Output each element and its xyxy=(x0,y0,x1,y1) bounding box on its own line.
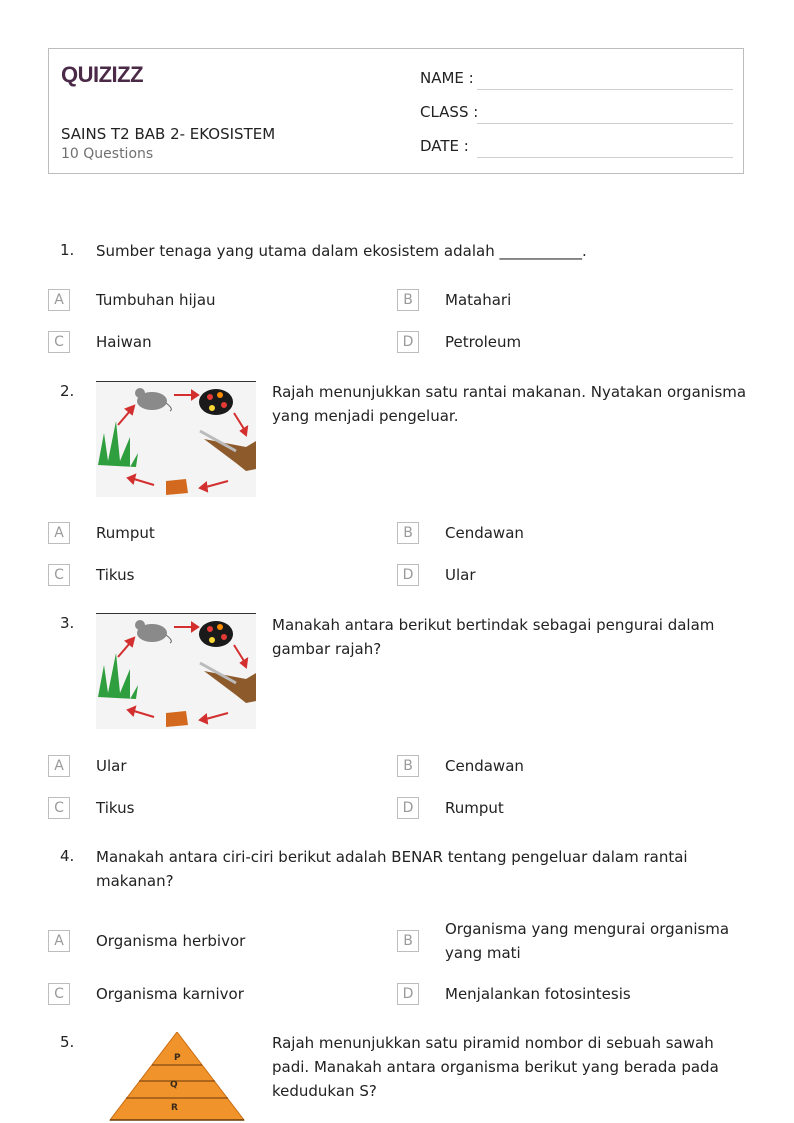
question-text: Rajah menunjukkan satu piramid nombor di sebuah sawah padi. Manakah antara organisma berikut yang berada pada kedudukan S? xyxy=(272,1034,719,1100)
option-a-text: Ular xyxy=(96,757,127,775)
question-text: Sumber tenaga yang utama dalam ekosistem adalah ___________. xyxy=(96,242,587,260)
food-chain-image xyxy=(96,613,256,729)
worksheet-title: SAINS T2 BAB 2- EKOSISTEM xyxy=(61,125,276,143)
name-label: NAME : xyxy=(420,69,474,87)
question-number: 2. xyxy=(60,382,75,400)
option-a-text: Rumput xyxy=(96,524,155,542)
option-a-letter[interactable]: A xyxy=(48,522,70,544)
question-number: 5. xyxy=(60,1033,75,1051)
quizizz-logo xyxy=(61,61,153,87)
option-b-text: Cendawan xyxy=(445,757,524,775)
name-line[interactable] xyxy=(477,89,733,90)
option-d-text: Petroleum xyxy=(445,333,522,351)
option-b-text: Cendawan xyxy=(445,524,524,542)
option-c-letter[interactable]: C xyxy=(48,797,70,819)
option-c-text: Haiwan xyxy=(96,333,152,351)
mushroom-icon xyxy=(166,479,188,495)
option-b-text: Matahari xyxy=(445,291,512,309)
question-text: Manakah antara ciri-ciri berikut adalah BENAR tentang pengeluar dalam rantai makanan? xyxy=(96,848,688,890)
question-count: 10 Questions xyxy=(61,146,154,162)
option-a-letter[interactable]: A xyxy=(48,289,70,311)
mushroom-icon xyxy=(166,711,188,727)
question-text: Manakah antara berikut bertindak sebagai pengurai dalam gambar rajah? xyxy=(272,616,715,658)
option-d-letter[interactable]: D xyxy=(397,983,419,1005)
option-a-text: Tumbuhan hijau xyxy=(96,291,216,309)
question-number: 3. xyxy=(60,614,75,632)
question-text: Rajah menunjukkan satu rantai makanan. Nyatakan organisma yang menjadi pengeluar. xyxy=(272,383,747,425)
option-c-text: Tikus xyxy=(96,566,135,584)
snake-icon xyxy=(199,389,233,415)
class-label: CLASS : xyxy=(420,103,479,121)
logo-text: QUIZIZZ xyxy=(61,62,144,87)
option-c-letter[interactable]: C xyxy=(48,331,70,353)
option-c-text: Tikus xyxy=(96,799,135,817)
option-d-text: Ular xyxy=(445,566,476,584)
option-b-letter[interactable]: B xyxy=(397,289,419,311)
pyramid-label-r: R xyxy=(171,1103,178,1113)
option-d-text: Menjalankan fotosintesis xyxy=(445,985,631,1003)
snake-icon xyxy=(199,621,233,647)
option-b-letter[interactable]: B xyxy=(397,930,419,952)
worksheet-header xyxy=(48,48,744,174)
option-d-letter[interactable]: D xyxy=(397,797,419,819)
question-number: 1. xyxy=(60,241,75,259)
option-a-letter[interactable]: A xyxy=(48,755,70,777)
pyramid-label-q: Q xyxy=(170,1080,178,1090)
option-c-text: Organisma karnivor xyxy=(96,985,244,1003)
option-c-letter[interactable]: C xyxy=(48,564,70,586)
number-pyramid-image xyxy=(108,1032,246,1123)
option-b-letter[interactable]: B xyxy=(397,755,419,777)
option-b-text: Organisma yang mengurai organisma yang mati xyxy=(445,920,730,962)
question-number: 4. xyxy=(60,847,75,865)
option-d-letter[interactable]: D xyxy=(397,331,419,353)
option-a-text: Organisma herbivor xyxy=(96,932,246,950)
date-label: DATE : xyxy=(420,137,469,155)
date-line[interactable] xyxy=(477,157,733,158)
option-d-text: Rumput xyxy=(445,799,504,817)
option-a-letter[interactable]: A xyxy=(48,930,70,952)
option-b-letter[interactable]: B xyxy=(397,522,419,544)
food-chain-image xyxy=(96,381,256,497)
class-line[interactable] xyxy=(477,123,733,124)
option-d-letter[interactable]: D xyxy=(397,564,419,586)
pyramid-label-p: P xyxy=(174,1053,181,1063)
option-c-letter[interactable]: C xyxy=(48,983,70,1005)
quizizz-logo-icon xyxy=(61,61,153,87)
